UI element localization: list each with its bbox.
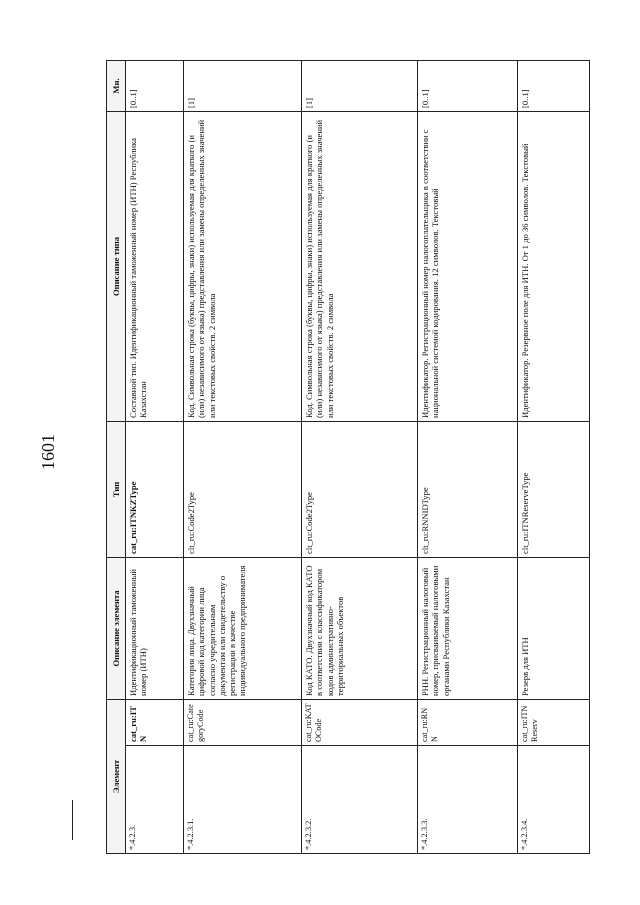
header-type-desc: Описание типа: [107, 111, 126, 421]
element-desc: Код КАТО. Двухзначный код КАТО в соответствии с классификатором кодов административно-территориальных объектов: [302, 557, 418, 699]
scan-mark: [72, 800, 73, 840]
element-desc: Категория лица. Двухзначный цифровой код категории лица согласно учредительным документам или свидетельству о регистрации в качестве индивидуального предпринимателя: [184, 557, 302, 699]
multiplicity: [0..1]: [126, 60, 184, 111]
multiplicity: [0..1]: [418, 60, 518, 111]
element-name: cat_ru:CategoryCode: [184, 699, 302, 745]
header-type: Тип: [107, 421, 126, 557]
element-name: cat_ru:KATOCode: [302, 699, 418, 745]
type-desc: Идентификатор. Резервное поле для ИТН. От 1 до 36 символов. Текстовый: [518, 111, 590, 421]
row-number: *.4.2.3.1.: [184, 746, 302, 854]
row-number: *.4.2.3.2.: [302, 746, 418, 854]
element-desc: РНН. Регистрационный налоговый номер, присваиваемый налоговыми органами Республики Казахстан: [418, 557, 518, 699]
type-desc: Код. Символьная строка (буквы, цифры, знаки) используемая для краткого (и (или) независимого от языка) представления или замены определенных значений или текстовых свойств. 2 символа: [302, 111, 418, 421]
row-number: *.4.2.3.: [126, 746, 184, 854]
rotated-table-wrapper: [106, 61, 539, 854]
type-name: clt_ru:RNNIDType: [418, 421, 518, 557]
type-desc: Составной тип. Идентификационный таможенный номер (ИТН) Республика Казахстан: [126, 111, 184, 421]
table-header-row: [107, 60, 126, 853]
type-name: clt_ru:ITNReserveType: [518, 421, 590, 557]
table-row: [302, 60, 418, 853]
multiplicity: [0..1]: [518, 60, 590, 111]
type-name: cat_ru:ITNKZType: [126, 421, 184, 557]
type-desc: Код. Символьная строка (буквы, цифры, знаки) используемая для краткого (и (или) независимого от языка) представления или замены определенных значений или текстовых свойств. 2 символа: [184, 111, 302, 421]
element-table: [106, 60, 590, 854]
type-name: clt_ru:Code2Type: [184, 421, 302, 557]
element-name: cat_ru:RNN: [418, 699, 518, 745]
type-name: clt_ru:Code2Type: [302, 421, 418, 557]
multiplicity: [1]: [184, 60, 302, 111]
table-row: [184, 60, 302, 853]
element-name: cat_ru:ITN: [126, 699, 184, 745]
header-element-desc: Описание элемента: [107, 557, 126, 699]
element-desc: Идентификационный таможенный номер (ИТН): [126, 557, 184, 699]
page-number: 1601: [38, 434, 58, 470]
table-row: [126, 60, 184, 853]
header-mult: Мн.: [107, 60, 126, 111]
row-number: *.4.2.3.4.: [518, 746, 590, 854]
multiplicity: [1]: [302, 60, 418, 111]
element-name: cat_ru:ITNReserv: [518, 699, 590, 745]
table-row: [518, 60, 590, 853]
table-row: [418, 60, 518, 853]
element-desc: Резерв для ИТН: [518, 557, 590, 699]
row-number: *.4.2.3.3.: [418, 746, 518, 854]
header-element: Элемент: [107, 699, 126, 853]
type-desc: Идентификатор. Регистрационный номер налогоплательщика в соответствии с национальной системой кодирования. 12 символов. Текстовый: [418, 111, 518, 421]
